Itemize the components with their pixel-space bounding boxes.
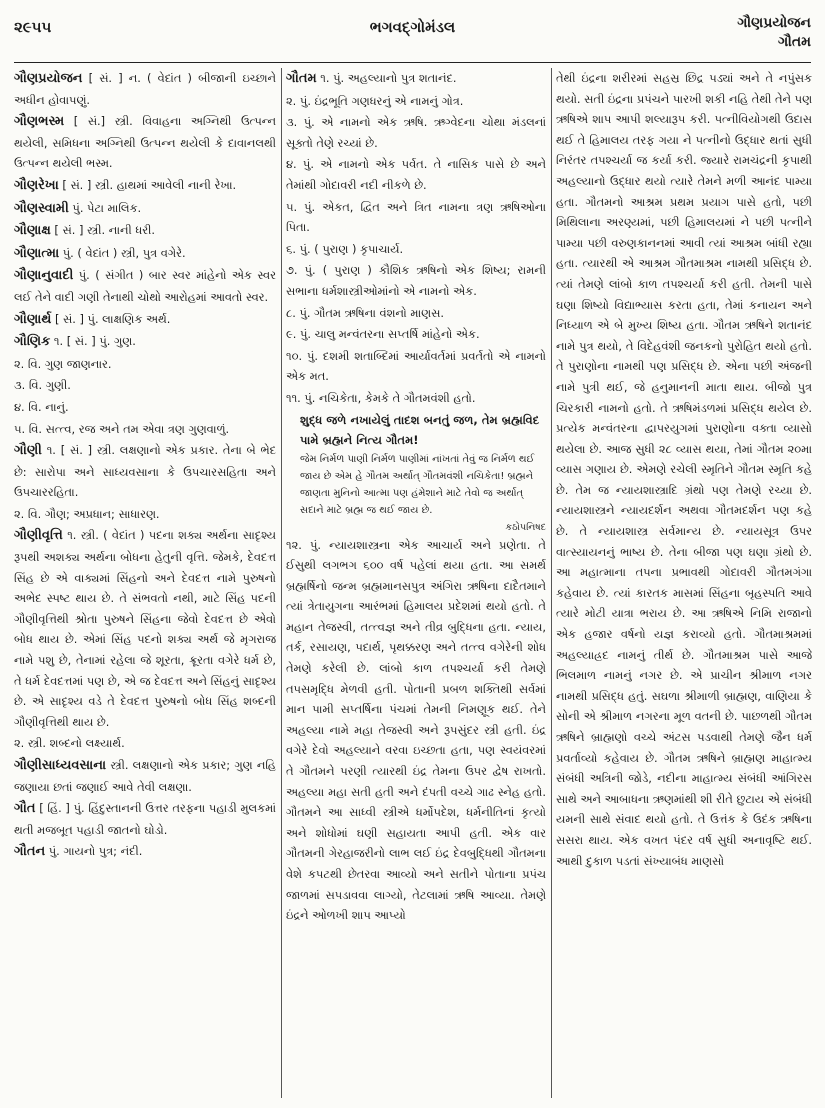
- definition: પું. પેટા માલિક.: [72, 200, 142, 215]
- dictionary-entry: [286, 260, 546, 301]
- dictionary-entry: [14, 309, 276, 331]
- dictionary-entry: [14, 440, 276, 503]
- column-2: [286, 68, 546, 1098]
- dictionary-entry: [14, 798, 276, 840]
- page-number: ૨૯૫૫: [14, 18, 52, 36]
- dictionary-entry: [14, 419, 276, 440]
- headword: ગૌણરેખા: [14, 177, 59, 193]
- definition: સ્ત્રી. લક્ષણાનો એક પ્રકાર; ગુણ નહિ જણાયા છતાં જણાઈ આવે તેવી લક્ષણા.: [14, 758, 276, 794]
- dictionary-entry: [14, 243, 276, 265]
- headword: ગૌત: [14, 801, 36, 817]
- dictionary-entry: [286, 112, 546, 153]
- headword: ગૌણાર્થ: [14, 311, 52, 327]
- dictionary-entry: [14, 175, 276, 197]
- quote-source: કઠોપનિષદ: [505, 521, 546, 533]
- sub-definition: ૯. પું. ચાલુ મન્વંતરના સપ્તર્ષિ માંહેનો એક.: [286, 327, 480, 342]
- sub-definition: ૪. પું. એ નામનો એક પર્વત. તે નાસિક પાસે છે અને તેમાંથી ગોદાવરી નદી નીકળે છે.: [286, 157, 546, 192]
- definition: ૧. [ સં. ] પું. ગુણ.: [53, 334, 136, 349]
- dictionary-entry: [286, 91, 546, 112]
- dictionary-entry: [286, 346, 546, 387]
- page-header: [14, 14, 811, 54]
- dictionary-entry: [14, 397, 276, 418]
- entry-gautam-12: ૧૨. પું. ન્યાયશાસ્ત્રના એક આચાર્ય અને પ્રણેતા. તે ઈસુથી લગભગ ૬૦૦ વર્ષ પહેલાં થયા હતા. આ સમર્થ બ્રહ્મર્ષિનો જન્મ બ્રહ્મમાનસપુત્ર અંગિરા ઋષિના દાદૈતમાને ત્યાં ત્રેતાયુગના આરંભમાં હિમાલય પ્રદેશમાં થયો હતો. તે મહાન તેજસ્વી, તત્ત્વજ્ઞ અને તીવ્ર બુદ્ધિના હતા. ન્યાય, તર્ક, રસાયણ, પદાર્થ, પૃથક્કરણ અને તત્ત્વ વગેરેની શોધ તેમણે કરેલી છે. લાંબો કાળ તપશ્ચર્યા કરી તેમણે તપસમૃદ્ધિ મેળવી હતી. પોતાની પ્રબળ શક્તિથી સર્વમાં માન પામી સપ્તર્ષિના પંચમાં તેમની નિમણૂક થઈ. તેને અહલ્યા નામે મહા તેજસ્વી અને રૂપસુંદર સ્ત્રી હતી. ઇંદ્ર વગેરે દેવો અહલ્યાને વરવા ઇચ્છતા હતા, પણ સ્વયંવરમાં તે ગૌતમને પરણી ત્યારથી ઇંદ્ર તેમના ઉપર દ્વેષ રાખતો. અહલ્યા મહા સતી હતી અને દંપતી વચ્ચે ગાઢ સ્નેહ હતો. ગૌતમને આ સાધ્વી સ્ત્રીએ ધર્મોપદેશ, ધર્મનીતિનાં કૃત્યો અને શોધોમાં ઘણી સહાયતા આપી હતી. એક વાર ગૌતમની ગેરહાજરીનો લાભ લઈ ઇંદ્ર દેવબુદ્ધિથી ગૌતમના વેશે કપટથી છેતરવા આવ્યો અને સતીને પોતાના પ્રપંચ જાળમાં સપડાવવા લાગ્યો, તેટલામાં ઋષિ આવ્યા. તેમણે ઇંદ્રને ઓળખી શાપ આપ્યો: [286, 537, 546, 923]
- headword: ગૌણાનુવાદી: [14, 268, 74, 284]
- dictionary-entry: [286, 197, 546, 238]
- sub-definition: ૨. પું. ઇંદ્રભૂતિ ગણધરનું એ નામનું ગોત્ર.: [286, 93, 464, 108]
- sub-definition: ૨. સ્ત્રી. શબ્દનો લક્ષ્યાર્થ.: [14, 736, 125, 751]
- dictionary-entry: [14, 220, 276, 242]
- sub-definition: ૬. પું. ( પુરાણ ) કૃપાચાર્ય.: [286, 241, 404, 256]
- dictionary-entry: [14, 375, 276, 396]
- sub-definition: ૩. વિ. ગુણી.: [14, 378, 71, 393]
- definition: [ સં. ] ન. ( વેદાંત ) બીજાની ઇચ્છાને અધીન હોવાપણું.: [14, 71, 276, 107]
- entry-gautam-12-continued: તેથી ઇંદ્રના શરીરમાં સહસ્ર છિદ્ર પડ્યાં અને તે નપુંસક થયો. સતી ઇંદ્રના પ્રપંચને પારખી શકી નહિ તેથી તેને પણ ઋષિએ શાપ આપી શલ્યારૂપ કરી. પત્નીવિયોગથી ઉદાસ થઈ તે હિમાલય તરફ ગયા ને પત્નીનો ઉદ્ધાર થતાં સુધી નિરંતર તપશ્ચર્યા જ કર્યા કરી. જ્યારે રામચંદ્રની કૃપાથી અહલ્યાનો ઉદ્ધાર થયો ત્યારે તેમને મળી આનંદ પામ્યા હતા. ગૌતમનો આશ્રમ પ્રથમ પ્રયાગ પાસે હતો, પછી મિથિલાના અરણ્યમાં, પછી હિમાલયમાં ને પછી પત્નીને પામ્યા પછી વરુણકાનનમાં આવી ત્યાં આશ્રમ બાંધી રહ્યા હતા. ત્યારથી એ આશ્રમ ગૌતમાશ્રમ નામથી પ્રસિદ્ધ છે. ત્યાં તેમણે લાંબો કાળ તપશ્ચર્યા કરી હતી. તેમની પાસે ઘણા શિષ્યો વિદ્યાભ્યાસ કરતા હતા, તેમાં કનાયન અને નિધ્યાળ એ બે મુખ્ય શિષ્ય હતા. ગૌતમ ઋષિને શતાનંદ નામે પુત્ર થયો, તે વિદેહવંશી જનકનો પુરોહિત થયો હતો. તે પુરાણોના નામથી પણ પ્રસિદ્ધ છે. એના પછી અંજની નામે પુત્રી થઈ, જે હનુમાનની માતા થાય. બીજો પુત્ર ચિરકારી નામનો હતો. તે ઋષિમંડળમાં પ્રસિદ્ધ થયેલ છે. પ્રત્યેક મન્વંતરના દ્વાપરયુગમાં પુરાણોના વક્તા વ્યાસો થયેલા છે. આજ સુધી ૨૮ વ્યાસ થયા, તેમાં ગૌતમ ૨૦મા વ્યાસ ગણાય છે. એમણે રચેલી સ્મૃતિને ગૌતમ સ્મૃતિ કહે છે. તેમ જ ન્યાયશાસ્ત્રાદિ ગ્રંથો પણ તેમણે રચ્યા છે. ન્યાયશાસ્ત્રને ન્યાયદર્શન અથવા ગૌતમદર્શન પણ કહે છે. તે ન્યાયશાસ્ત્ર સર્વમાન્ય છે. ન્યાયસૂત્ર ઉપર વાત્સ્યાયનનું ભાષ્ય છે. તેના બીજા પણ ઘણા ગ્રંથો છે. આ મહાત્માના તપના પ્રભાવથી ગોદાવરી ગૌતમગંગા કહેવાય છે. ત્યાં કારતક માસમાં સિંહના બૃહસ્પતિ આવે ત્યારે મોટી યાત્રા ભરાય છે. આ ઋષિએ નિમિ રાજાનો એક હજાર વર્ષનો યજ્ઞ કરાવ્યો હતો. ગૌતમાશ્રમમાં અહલ્યાહ્રદ નામનું તીર્થ છે. ગૌતમાશ્રમ પાસે આજે ભિલમાળ નામનું નગર છે. એ પ્રાચીન શ્રીમાળ નગર નામથી પ્રસિદ્ધ હતું. સઘળા શ્રીમાળી બ્રાહ્મણ, વાણિયા કે સોની એ શ્રીમાળ નગરના મૂળ વતની છે. પાછળથી ગૌતમ ઋષિને બ્રાહ્મણો વચ્ચે અંટસ પડવાથી તેમણે જૈન ધર્મ પ્રવર્તાવ્યો કહેવાય છે. ગૌતમ ઋષિને બ્રાહ્મણ માહાત્મ્ય સંબંધી અત્રિની જોડે, નદીના માહાત્મ્ય સંબંધી આંગિરસ સાથે અને આબાધના ઋણમાંથી શી રીતે છુટાય એ સંબંધી યમની સાથે સંવાદ થયો હતો. તે ઉત્તંક કે ઉદંક ઋષિના સસરા થાય. એક વખત પંદર વર્ષ સુધી અનાવૃષ્ટિ થઈ. આથી દુકાળ પડતાં સંખ્યાબંધ માણસો: [556, 71, 812, 868]
- headword: ગૌણપ્રયોજન: [14, 71, 83, 86]
- sub-definition: ૧૧. પું. નચિકેતા, કેમકે તે ગૌતમવંશી હતો.: [286, 390, 476, 405]
- definition: ૧. સ્ત્રી. ( વેદાંત ) પદના શક્ય અર્થના સાદૃશ્ય રૂપથી અશક્ય અર્થના બોધના હેતુની વૃત્તિ. જેમકે, દેવદત્ત સિંહ છે એ વાક્યમાં સિંહનો અને દેવદત્ત નામે પુરુષનો અભેદ સ્પષ્ટ થાય છે. તે સંભવતો નથી, માટે સિંહ પદની ગૌણીવૃત્તિથી શ્રોતા પુરુષને સિંહના જેવો દેવદત્ત છે એવો બોધ થાય છે. એમાં સિંહ પદનો શક્ય અર્થ જે મૃગરાજ નામે પશુ છે, તેનામાં રહેલા જે શૂરતા, ક્રૂરતા વગેરે ધર્મ છે, તે ધર્મ દેવદત્તમાં પણ છે, એ જ દેવદત્ત અને સિંહનું સાદૃશ્ય છે. એ સાદૃશ્ય વડે તે દેવદત્ત પુરુષનો બોધ સિંહ શબ્દની ગૌણીવૃત્તિથી થાય છે.: [14, 528, 276, 729]
- dictionary-entry: [14, 198, 276, 220]
- dictionary-entry: [286, 239, 546, 260]
- sub-definition: ૩. પું. એ નામનો એક ઋષિ. ઋગ્વેદના ચોથા મંડલનાં સૂક્તો તેણે રચ્યાં છે.: [286, 115, 546, 150]
- sub-definition: ૭. પું. ( પુરાણ ) કૌશિક ઋષિનો એક શિષ્ય; રામની સભાના ધર્મશાસ્ત્રીઓમાંનો એ નામનો એક.: [286, 263, 546, 298]
- column-3: [556, 68, 812, 1098]
- header-rule: [14, 62, 811, 63]
- guide-words: [737, 14, 811, 52]
- dictionary-entry: [14, 68, 276, 110]
- dictionary-entry: [286, 303, 546, 324]
- dictionary-entry: [14, 331, 276, 353]
- definition: [ સં.] સ્ત્રી. વિવાહના અગ્નિથી ઉત્પન્ન થયેલી, સમિધના અગ્નિથી ઉત્પન્ન થયેલી કે દાવાનલથી ઉત્પન્ન થયેલી ભસ્મ.: [14, 114, 276, 171]
- dictionary-entry: [14, 841, 276, 863]
- dictionary-entry: [14, 525, 276, 732]
- sub-definition: ૫. પું. એકત, દ્વિત અને ત્રિત નામના ત્રણ ઋષિઓના પિતા.: [286, 199, 546, 235]
- definition: ૧. પું. અહલ્યાનો પુત્ર શતાનંદ.: [320, 71, 457, 85]
- headword: ગૌણીવૃત્તિ: [14, 528, 63, 544]
- column-divider: [281, 68, 282, 1098]
- sub-definition: ૪. વિ. નાનું.: [14, 399, 69, 414]
- book-title: ભગવદ્ગોમંડલ: [369, 18, 456, 36]
- dictionary-entry: [286, 68, 546, 90]
- definition: ૧. [ સં. ] સ્ત્રી. લક્ષણાનો એક પ્રકાર. તેના બે ભેદ છે: સારોપા અને સાધ્યવસાના કે ઉપચારસહિતા અને ઉપચારરહિતા.: [14, 443, 276, 500]
- headword: ગૌણી: [14, 443, 42, 459]
- headword: ગૌણભસ્મ: [14, 114, 65, 130]
- guide-word-last: ગૌતમ: [778, 34, 811, 50]
- definition: [ સં. ] પું. લાક્ષણિક અર્થ.: [54, 311, 171, 326]
- headword: ગૌતન: [14, 844, 46, 860]
- dictionary-entry: [14, 733, 276, 754]
- quote-verse: શુદ્ધ જળે નખાયેલું તાદશ બનતું જળ, તેમ બ્રહ્મવિદ પામે બ્રહ્મને નિત્ય ગૌતમ!: [300, 412, 540, 447]
- definition: [ હિં. ] પું. હિંદુસ્તાનની ઉત્તર તરફના પહાડી મુલકમાં થતી મજબૂત પહાડી જાતનો ઘોડો.: [14, 801, 276, 837]
- headword: ગૌણસ્વામી: [14, 200, 69, 216]
- dictionary-entry: [14, 354, 276, 375]
- definition: [ સં. ] સ્ત્રી. નાની ધરી.: [54, 223, 155, 238]
- column-1: [14, 68, 276, 1098]
- dictionary-entry: [14, 265, 276, 307]
- sub-definition: ૮. પું. ગૌતમ ઋષિના વંશનો માણસ.: [286, 305, 444, 320]
- headword: ગૌણિક: [14, 334, 51, 350]
- headword: ગૌણીસાધ્યવસાના: [14, 758, 107, 773]
- dictionary-entry: [14, 111, 276, 174]
- sub-definition: ૨. વિ. ગૌણ; અપ્રધાન; સાધારણ.: [14, 506, 160, 521]
- sub-definition: ૨. વિ. ગુણ જાણનાર.: [14, 356, 112, 371]
- sub-definition: ૧૦. પું. દશમી શતાબ્દિમાં આર્યાવર્તમાં પ્રવર્તતો એ નામનો એક મત.: [286, 348, 546, 384]
- definition: [ સં. ] સ્ત્રી. હાથમાં આવેલી નાની રેખા.: [62, 177, 237, 192]
- column-2-entries: [286, 68, 546, 409]
- dictionary-entry: [286, 388, 546, 409]
- headword: ગૌતમ: [286, 71, 317, 86]
- definition: પું. ( સંગીત ) બાર સ્વર માંહેનો એક સ્વર લઈ તેને વાદી ગણી તેનાથી ચોથો આરોહમાં આવતો સ્વર.: [14, 268, 276, 304]
- headword: ગૌણાત્મા: [14, 245, 60, 261]
- definition: પું. ગાયનો પુત્ર; નંદી.: [48, 844, 143, 859]
- headword: ગૌણાક્ષ: [14, 223, 51, 239]
- sub-definition: ૫. વિ. સત્ત્વ, રજ અને તમ એવા ત્રણ ગુણવાળું.: [14, 421, 230, 436]
- dictionary-entry: [286, 154, 546, 195]
- dictionary-entry: [14, 755, 276, 797]
- column-divider: [551, 68, 552, 1098]
- definition: પું. ( વેદાંત ) સ્ત્રી, પુત્ર વગેરે.: [62, 245, 186, 260]
- dictionary-entry: [286, 324, 546, 345]
- guide-word-first: ગૌણપ્રયોજન: [737, 15, 811, 31]
- quote-gloss: જેમ નિર્મળ પાણી નિર્મળ પાણીમાં નાંખતાં તેવું જ નિર્મળ થઈ જાય છે એમ હે ગૌતમ અર્થાત્ ગૌતમવંશી નચિકેતા! બ્રહ્મને જાણતા મુનિનો આત્મા પણ હંમેશાને માટે તેવો જ અર્થાત્ સદાને માટે બ્રહ્મ જ થઈ જાય છે.: [300, 453, 535, 516]
- dictionary-entry: [14, 504, 276, 525]
